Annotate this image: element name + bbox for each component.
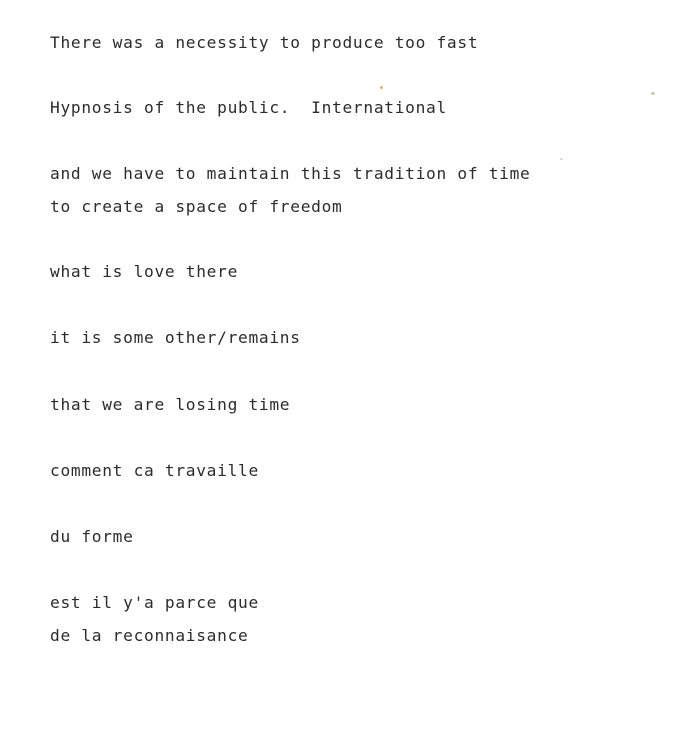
paper-speck <box>651 92 655 95</box>
text-line-5: what is love there <box>50 262 239 281</box>
text-line-1: There was a necessity to produce too fast <box>50 33 479 52</box>
text-line-7: that we are losing time <box>50 395 291 414</box>
paper-speck <box>380 86 383 89</box>
text-line-8: comment ca travaille <box>50 461 259 480</box>
text-line-3: and we have to maintain this tradition of time <box>50 164 531 183</box>
text-line-11: de la reconnaisance <box>50 626 249 645</box>
text-line-9: du forme <box>50 527 134 546</box>
text-line-6: it is some other/remains <box>50 328 301 347</box>
text-line-4: to create a space of freedom <box>50 197 343 216</box>
text-line-10: est il y'a parce que <box>50 593 259 612</box>
text-line-2: Hypnosis of the public. International <box>50 98 447 117</box>
paper-speck <box>560 158 563 160</box>
